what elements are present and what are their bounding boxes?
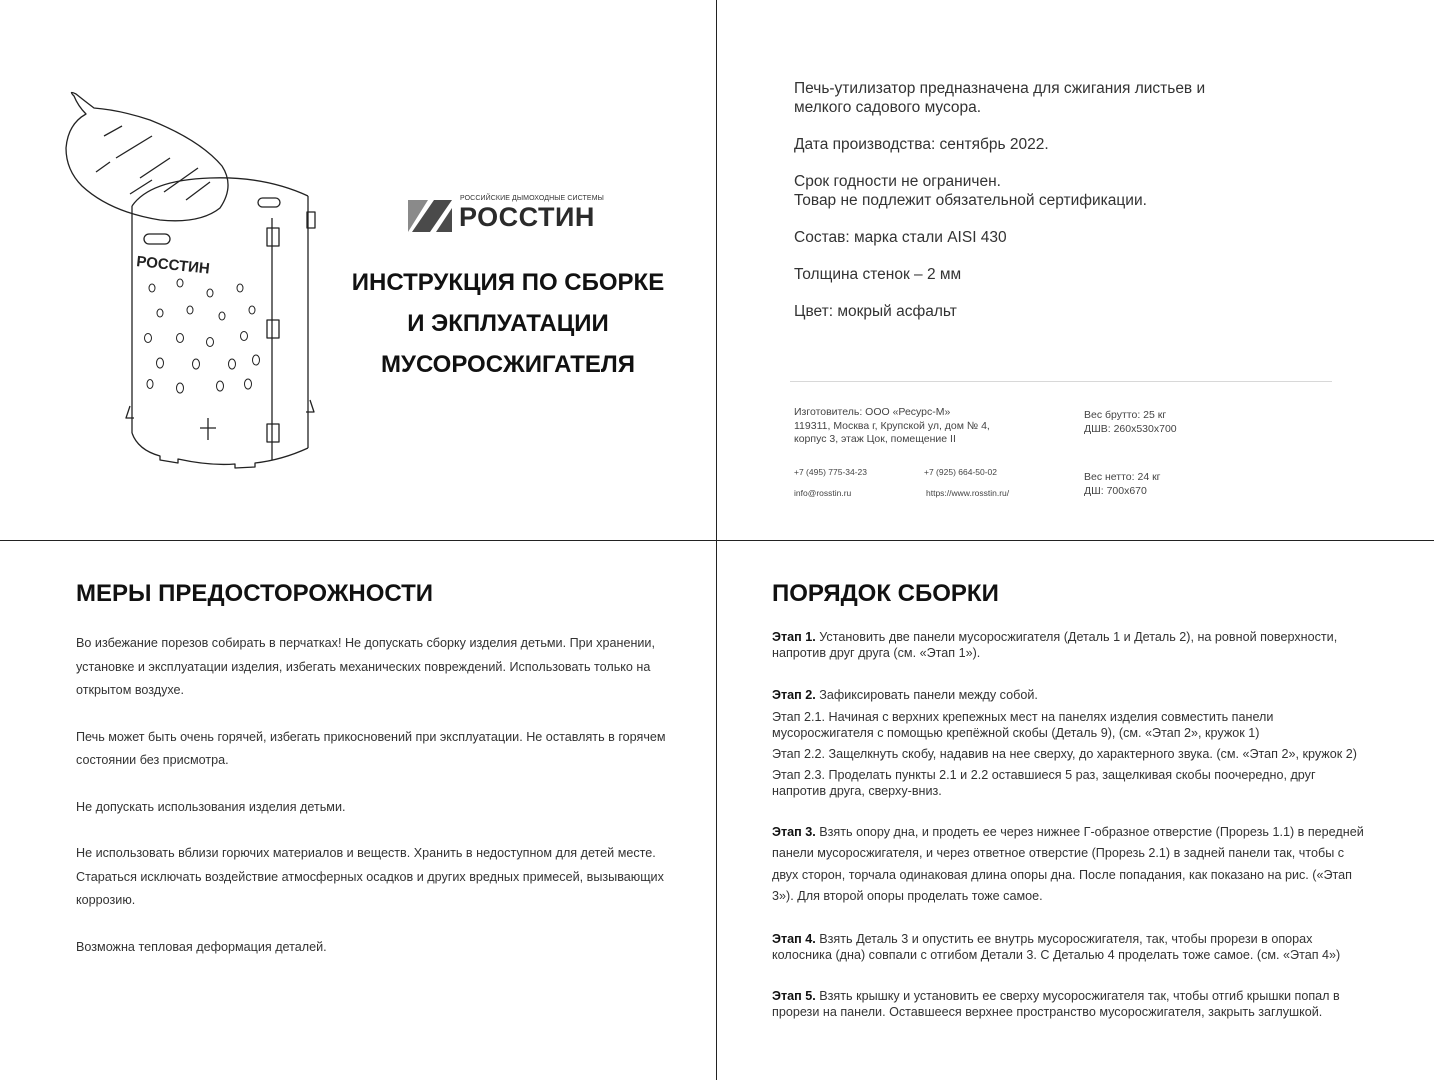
assembly-step <box>772 687 1372 703</box>
shelf-life: Срок годности не ограничен. <box>794 173 1001 190</box>
precautions-heading: МЕРЫ ПРЕДОСТОРОЖНОСТИ <box>76 580 434 607</box>
gross-weight-block <box>1084 409 1177 436</box>
logo-mark-icon <box>408 196 452 232</box>
incinerator-drawing <box>60 88 330 478</box>
step-label: Этап 3. <box>772 825 816 839</box>
step-text: Установить две панели мусоросжигателя (Деталь 1 и Деталь 2), на ровной поверхности, напротив друг друга (см. «Этап 1»). <box>772 630 1338 660</box>
manufacturer-line: 119311, Москва г, Крупской ул, дом № 4, <box>794 419 990 432</box>
gross-weight: Вес брутто: 25 кг <box>1084 409 1167 421</box>
product-color: Цвет: мокрый асфальт <box>794 303 957 320</box>
production-date: Дата производства: сентябрь 2022. <box>794 136 1049 153</box>
phone-2: +7 (925) 664-50-02 <box>924 467 998 477</box>
precautions-text <box>76 632 666 982</box>
precaution-paragraph: Не использовать вблизи горючих материалов и веществ. Хранить в недоступном для детей месте. Стараться исключать воздействие атмосферных осадков и других вредных примесей, вызывающих коррозию. <box>76 846 664 907</box>
package-dims: ДШВ: 260х530х700 <box>1084 422 1177 435</box>
logo-name: РОССТИН <box>459 202 595 232</box>
certification-note: Товар не подлежит обязательной сертификации. <box>794 192 1147 209</box>
cover-title-line: И ЭКПЛУАТАЦИИ <box>407 310 609 337</box>
assembly-step <box>772 822 1372 907</box>
wall-thickness: Толщина стенок – 2 мм <box>794 266 962 283</box>
step-label: Этап 4. <box>772 932 816 946</box>
precaution-paragraph: Не допускать использования изделия детьми. <box>76 799 346 814</box>
cover-title-line: ИНСТРУКЦИЯ ПО СБОРКЕ <box>351 269 665 296</box>
horizontal-divider <box>0 540 1434 541</box>
step-text: Взять крышку и установить ее сверху мусоросжигателя так, чтобы отгиб крышки попал в прорези на панели. Оставшееся верхнее пространство мусоросжигателя, закрыть заглушкой. <box>772 989 1340 1019</box>
manufacturer-line: Изготовитель: ООО «Ресурс-М» <box>794 406 951 418</box>
assembly-substep: Этап 2.2. Защелкнуть скобу, надавив на нее сверху, до характерного звука. (см. «Этап 2», кружок 2) <box>772 747 1357 761</box>
net-weight-block <box>1084 471 1161 498</box>
cover-title <box>330 262 686 385</box>
precaution-paragraph: Возможна тепловая деформация деталей. <box>76 939 327 954</box>
assembly-step <box>772 988 1372 1020</box>
assembly-step <box>772 629 1372 661</box>
product-dims: ДШ: 700х670 <box>1084 484 1147 497</box>
step-text: Взять опору дна, и продеть ее через нижнее Г-образное отверстие (Прорезь 1.1) в передней панели мусоросжигателя, и через ответное отверстие (Прорезь 2.1) в задней панели так, чтобы с двух сторон, торчала одинаковая длина опоры дна. После попадания, как показано на рис. («Этап 3»). Для второй опоры проделать тоже самое. <box>772 825 1364 903</box>
net-weight: Вес нетто: 24 кг <box>1084 471 1161 483</box>
email-link[interactable]: info@rosstin.ru <box>794 488 852 498</box>
step-label: Этап 5. <box>772 989 816 1003</box>
manufacturer-block <box>794 406 1064 447</box>
step-label: Этап 1. <box>772 630 816 644</box>
product-info <box>794 79 1314 321</box>
purpose-line: Печь-утилизатор предназначена для сжигания листьев и <box>794 80 1206 97</box>
step-label: Этап 2. <box>772 688 816 702</box>
composition: Состав: марка стали AISI 430 <box>794 229 1007 246</box>
assembly-step <box>772 931 1372 963</box>
assembly-substep: Этап 2.3. Проделать пункты 2.1 и 2.2 оставшиеся 5 раз, защелкивая скобы поочередно, друг напротив друга, сверху-вниз. <box>772 768 1316 798</box>
manufacturer-line: корпус 3, этаж Цок, помещение II <box>794 433 956 445</box>
precaution-paragraph: Печь может быть очень горячей, избегать прикосновений при эксплуатации. Не оставлять в горячем состоянии без присмотра. <box>76 729 666 767</box>
website-link[interactable]: https://www.rosstin.ru/ <box>926 488 1010 498</box>
step-text: Зафиксировать панели между собой. <box>815 688 1038 702</box>
drawing-brand-label: РОССТИН <box>135 253 211 278</box>
phone-1: +7 (495) 775-34-23 <box>794 467 868 477</box>
step-text: Взять Деталь 3 и опустить ее внутрь мусоросжигателя, так, чтобы прорези в опорах колосника (дна) совпали с отгибом Детали 3. С Деталью 4 проделать тоже самое. (см. «Этап 4») <box>772 932 1341 962</box>
assembly-substep: Этап 2.1. Начиная с верхних крепежных мест на панелях изделия совместить панели мусоросжигателя с помощью крепёжной скобы (Деталь 9), (см. «Этап 2», кружок 1) <box>772 710 1274 740</box>
precaution-paragraph: Во избежание порезов собирать в перчатках! Не допускать сборку изделия детьми. При хранении, установке и эксплуатации изделия, избегать механических повреждений. Использовать только на открытом воздухе. <box>76 636 655 697</box>
logo-tagline: РОССИЙСКИЕ ДЫМОХОДНЫЕ СИСТЕМЫ <box>460 195 604 202</box>
info-divider <box>790 381 1332 382</box>
assembly-heading: ПОРЯДОК СБОРКИ <box>772 580 999 607</box>
cover-title-line: МУСОРОСЖИГАТЕЛЯ <box>381 351 635 378</box>
purpose-line: мелкого садового мусора. <box>794 99 982 116</box>
